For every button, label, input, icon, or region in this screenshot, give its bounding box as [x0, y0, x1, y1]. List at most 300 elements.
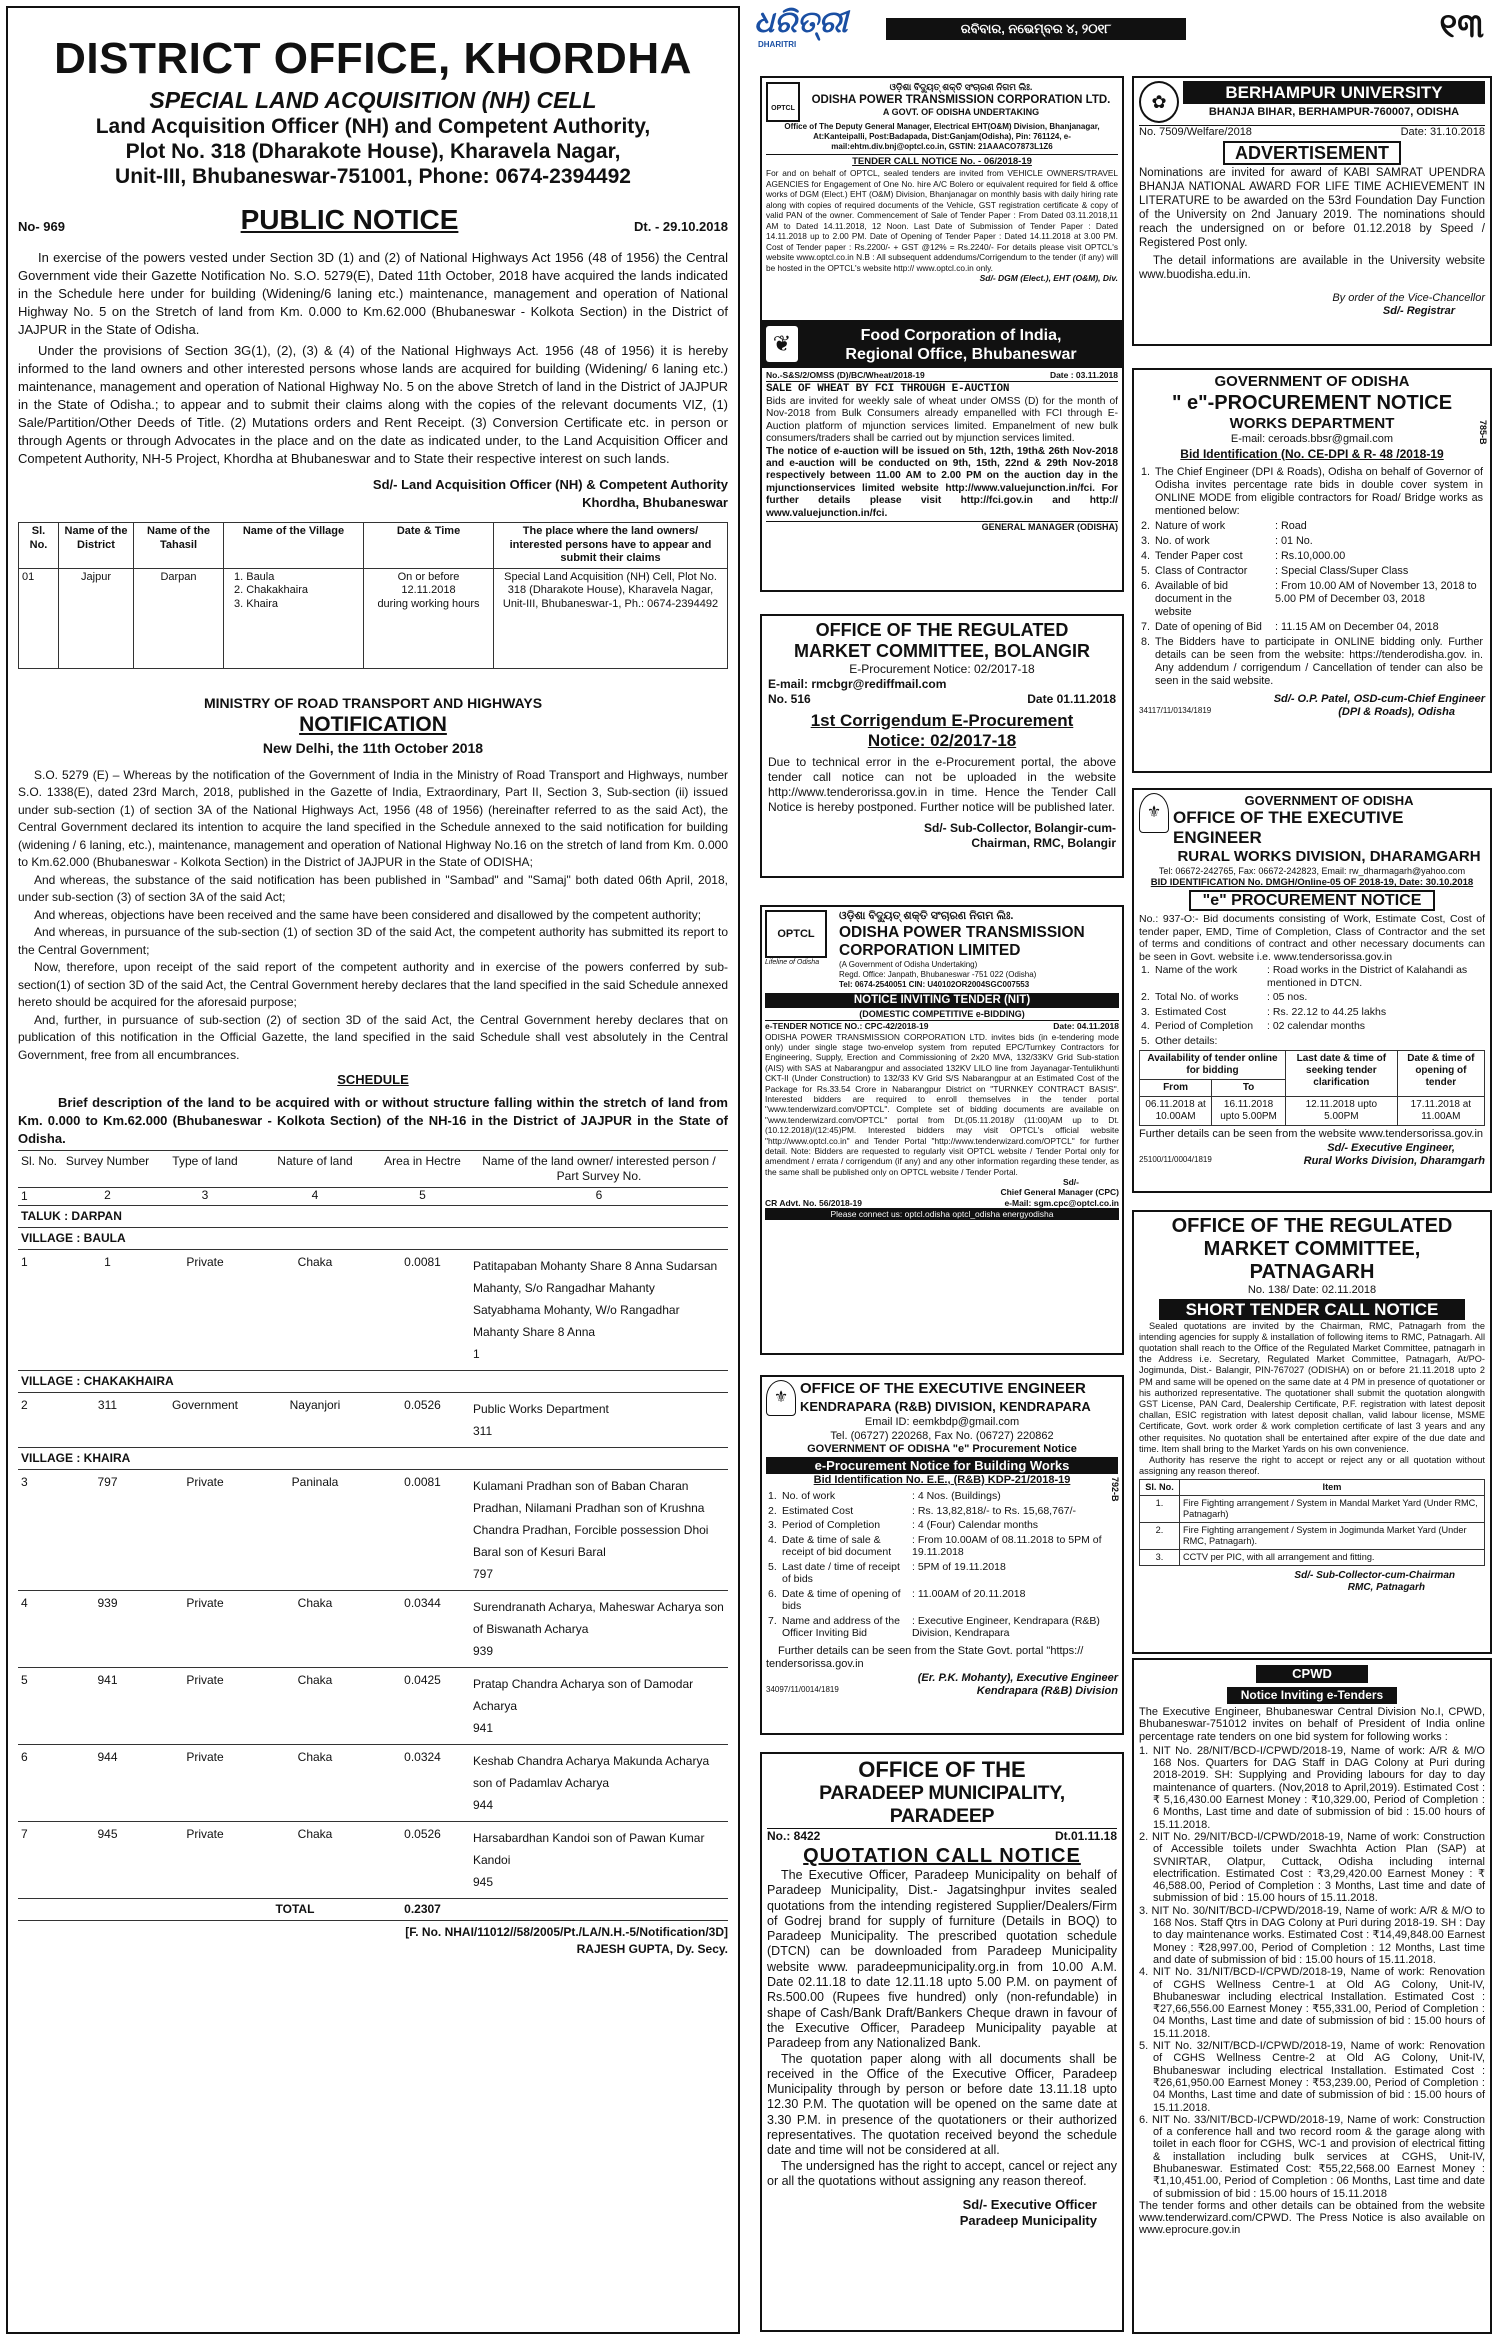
optcl2-name-2: CORPORATION LIMITED [839, 941, 1021, 959]
fci-body-2: The notice of e-auction will be issued on 5th, 12th, 19th& 26th Nov-2018 and e-auction will be conducted on 9th, 15th, 22nd & 29th Nov-2018 respectively between 11.00 AM to 2.00 PM on the auction day in the mjunctionservices limited website http://www.valuejunction.in/fci. For further details please visit http://fci.gov.in and http:// www.valuejunction.in/fci. [766, 445, 1118, 519]
patnagarh-body: Sealed quotations are invited by the Chairman, RMC, Patnagarh from the intending agencies for supply & installation of following items to RMC, Patnagarh. All quotation shall reach to the Office of the Regulated Market Committee, patnagarh in the Address i.e. Secretary, Regulated Market Committee, Patnagarh, At/PO- Jogimunda, Dist.- Balangir, PIN-767027 (ODISHA) on or before 21.11.2018 upto 2 PM and same will be opened on the same date at 4 PM in presence of quotationer or his authorized representative. The quotationer shall submit the quotation alongwith GST License, PAN Card, Dealership Certificate, P.F. registration with latest deposit challan, ESIC registration with latest deposit challan, valid labour license, MSME Certificate, Govt. work order & work completion certificate of last 3 years and any other requisites. No quotation shall be entertained after expire of the due date and time. Item shall bring to the Market Yards on his own convenience. [1139, 1320, 1485, 1454]
row-type: Private [186, 1673, 224, 1687]
works-dept-notice [1132, 368, 1492, 773]
cpwd-intro: The Executive Engineer, Bhubaneswar Central Division No.I, CPWD, Bhubaneswar-751012 invites on behalf of President of India online percentage rate tenders on one bid system for following works : [1139, 1706, 1485, 1743]
kendrapara-tel: Tel. (06727) 220268, Fax No. (06727) 220862 [830, 1429, 1054, 1442]
bolangir-heading-2: Notice: 02/2017-18 [867, 731, 1017, 750]
row-part: 944 [473, 1798, 494, 1812]
row-type: Private [186, 1827, 224, 1841]
dharamgarh-body: No.: 937-O:- Bid documents consisting of Work, Estimate Cost, Cost of tender paper, EMD, Time of Completion, Class of Contractor and the set of terms and conditions of contract and other necessary documents can be seen in Govt. website i.e. www.tendersorissa.gov.in [1139, 913, 1485, 963]
khordha-signature-1: Sd/- Land Acquisition Officer (NH) & Competent Authority [372, 477, 728, 492]
item-value: : Rs. 13,82,818/- to Rs. 15,68,767/- [912, 1504, 1077, 1517]
fci-title-block [804, 326, 1118, 364]
berhampur-name: BERHAMPUR UNIVERSITY [1183, 81, 1485, 104]
kendrapara-item [766, 1489, 1118, 1504]
optcl2-social: Please connect us: optcl.odisha optcl_odisha energyodisha [765, 1208, 1119, 1220]
hearing-sl: 01 [19, 568, 59, 668]
item-num: 2. [1140, 1523, 1180, 1550]
file-number: [F. No. NHAI/11012//58/2005/Pt./LA/N.H.-5/Notification/3D] [405, 1925, 728, 1939]
row-nature: Paninala [291, 1475, 339, 1489]
khordha-public-notice: PUBLIC NOTICE [240, 204, 459, 235]
hearing-col-date: Date & Time [364, 523, 494, 569]
optcl2-email: e-Mail: sgm.cpc@optcl.co.in [1004, 1197, 1119, 1208]
item-value: : 5PM of 19.11.2018 [912, 1560, 1006, 1573]
item-key: Estimated Cost [1155, 1005, 1227, 1018]
berhampur-signature-2: Sd/- Registrar [1382, 305, 1455, 317]
khordha-address-3: Unit-III, Bhubaneswar-751001, Phone: 0674-2394492 [115, 165, 631, 188]
works-signature-1: Sd/- O.P. Patel, OSD-cum-Chief Engineer [1273, 692, 1485, 705]
col-num: 4 [311, 1188, 319, 1202]
paradeep-heading: QUOTATION CALL NOTICE [803, 1845, 1081, 1867]
dharamgarh-items [1139, 963, 1485, 1048]
odisha-emblem-icon: ⚜ [766, 1380, 796, 1416]
fci-body: Bids are invited for weekly sale of wheat under OMSS (D) for the month of Nov-2018 from Bulk Consumers already empanelled with FCI through E-Auction platform of mjunction services limited. Empanelment of new bulk consumers/traders shall be carried out by mjunction services limited. [766, 396, 1118, 445]
newspaper-logo-sub: DHARITRI [758, 40, 797, 49]
item-num: 8. [1141, 635, 1151, 648]
hearing-table-row [19, 568, 728, 668]
schedule-header [18, 1151, 728, 1188]
khordha-ref-no: No- 969 [18, 219, 65, 234]
berhampur-signature-1: By order of the Vice-Chancellor [1332, 291, 1485, 304]
optcl1-odia-name: ଓଡ଼ିଶା ବିଦ୍ୟୁତ୍ ଶକ୍ତି ସଂଚାରଣ ନିଗମ ଲିଃ. [889, 82, 1033, 92]
paradeep-body-3: The undersigned has the right to accept, cancel or reject any or all the quotations without assigning any reason thereof. [767, 2158, 1117, 2188]
item-key: Available of bid document in the website [1155, 579, 1232, 618]
khordha-date: Dt. - 29.10.2018 [634, 219, 728, 234]
fci-notice [760, 320, 1124, 592]
schedule-row [18, 1822, 728, 1899]
works-item [1139, 549, 1485, 564]
hearing-district: Jajpur [59, 568, 134, 668]
optcl2-no: e-TENDER NOTICE NO.: CPC-42/2018-19 [765, 1020, 929, 1031]
row-owner: Kulamani Pradhan son of Baban Charan Pradhan, Nilamani Pradhan son of Krushna Chandra Pradhan, Forcible possession Dhoi Baral son of Kesuri Baral [473, 1479, 709, 1559]
dharamgarh-header [1139, 793, 1485, 866]
paradeep-body-2: The quotation paper along with all documents shall be received in the Office of the Executive Officer, Paradeep Municipality through by person or before date 13.11.18 upto 12.30 P.M. The quotation will be opened on the same date at 3.30 P.M. in presence of the quotationers or their authorized representatives. The quotation received beyond the schedule date and time will not be considered at all. [767, 2051, 1117, 2158]
item-num: 5. [1141, 1034, 1150, 1047]
item-value: : 11.00AM of 20.11.2018 [912, 1587, 1026, 1600]
cpwd-item: 3. NIT No. 30/NIT/BCD-I/CPWD/2018-19, Name of work: A/R & M/O to 168 Nos. Staff Qtrs in DAG Colony at Puri during 2018-19. SH : Day to day maintenance works. Estimated Cost : ₹14,49,848.00 Earnest Money : ₹28,997.00, Period of Completion : 12 Months, Last time and date of submission of bid : 15.00 hours of 15.11.2018. [1139, 1904, 1485, 1966]
paradeep-title-2: PARADEEP MUNICIPALITY, PARADEEP [819, 1782, 1065, 1827]
item-key: No. of work [1155, 534, 1210, 547]
row-area: 0.0425 [404, 1673, 441, 1687]
col-num: 6 [595, 1188, 603, 1202]
kendrapara-header [766, 1380, 1118, 1416]
khordha-signature-2: Khordha, Bhubaneswar [582, 495, 728, 510]
total-area: 0.2307 [404, 1902, 441, 1916]
fci-header [762, 322, 1122, 368]
dharamgarh-item [1139, 990, 1485, 1005]
bolangir-body: Due to technical error in the e-Procurement portal, the above tender call notice can not be uploaded in the website http://www.tenderorissa.gov.in in time. Hence the Tender Call Notice is hereby postponed. Further notice will be published later. [768, 755, 1116, 814]
patnagarh-items-table [1139, 1479, 1485, 1566]
item-key: Name and address of the Officer Inviting Bid [782, 1614, 900, 1639]
berhampur-heading-wrap [1139, 142, 1485, 164]
optcl1-body: For and on behalf of OPTCL, sealed tenders are invited from VEHICLE OWNERS/TRAVEL AGENCIES for Engagement of One No. hire A/C Bolero or equivalent required for field & office works of DGM (Elect.) EHT (O&M) Division, Bhanjanagar on monthly basis with daily hiring rate along with copies of required documents of the Vehicle, GST registration certificate & copy of valid PAN of the owner. Commencement of Sale of Tender Paper : From Dated 03.11.2018,11 AM to Dated 14.11.2018, 12 Noon. Last Date of Submission of Tender Paper : Dated 14.11.2018 up to 2.00 PM. Date of Opening of Tender Paper : Dated 14.11.2018 at 3.00 PM. Cost of Tender paper : Rs.2200/- + GST @12% = Rs.2240/- For details please visit OPTCL's website www.optcl.co.in N.B : All subsequent addendums/Corrigendum to the tender (if any) will be hosted in the OPTCL's website http:// www.optcl.co.in only. [766, 168, 1118, 273]
cpwd-item: 2. NIT No. 29/NIT/BCD-I/CPWD/2018-19, Name of work: Construction of Accessible toilets under Swachhta Action Plan (SAP) at SVNIRTAR, Olatpur, Cuttack, Odisha including internal electrification. Estimated Cost : ₹3,29,420.00 Earnest Money : ₹ 46,588.00, Period of Completion : 3 Months, Last time and date of submission of bid : 15.00 hours of 15.11.2018. [1139, 1830, 1485, 1905]
row-area: 0.0081 [404, 1255, 441, 1269]
dharamgarh-notice [1132, 788, 1492, 1193]
item-value: : Rs.10,000.00 [1275, 549, 1346, 562]
row-sl: 5 [21, 1673, 28, 1687]
paradeep-ref-line [767, 1828, 1117, 1844]
khordha-notice [6, 6, 740, 2334]
schedule-heading: SCHEDULE [337, 1072, 409, 1087]
row-part: 1 [473, 1347, 480, 1361]
total-label: TOTAL [275, 1902, 315, 1916]
optcl-vehicle-tender [760, 76, 1124, 346]
row-sl: 3 [21, 1475, 28, 1489]
works-bid: Bid Identification (No. CE-DPI & R- 48 /2018-19 [1180, 446, 1444, 461]
optcl2-undertaking: (A Government of Odisha Undertaking) [839, 959, 978, 969]
kendrapara-bid: Bid Identification No. E.E., (R&B) KDP-21/2018-19 [813, 1473, 1071, 1486]
hearing-place: Special Land Acquisition (NH) Cell, Plot No. 318 (Dharakote House), Kharavela Nagar, Unit-III, Bhubaneswar-1, Ph.: 0674-2394492 [494, 568, 728, 668]
fci-name-1: Food Corporation of India, [860, 327, 1062, 344]
fci-name-2: Regional Office, Bhubaneswar [845, 346, 1077, 363]
row-owner: Public Works Department [473, 1402, 609, 1416]
khordha-subtitle: SPECIAL LAND ACQUISITION (NH) CELL [149, 87, 597, 113]
works-item [1139, 579, 1485, 620]
row-owner-cell [470, 1393, 728, 1448]
cpwd-item: 5. NIT No. 32/NIT/BCD-I/CPWD/2018-19, Name of work: Renovation of CGHS Wellness Centre-2 at Old AG Colony, Unit-IV, Bhubaneswar including electrical Installation. Estimated Cost : ₹26,61,950.00 Earnest Money : ₹53,239.00, Period of Completion : 04 Months, Last time and date of submission of bid : 15.00 hours of 15.11.2018. [1139, 2040, 1485, 2114]
row-area: 0.0324 [404, 1750, 441, 1764]
kendrapara-title-block [800, 1380, 1118, 1416]
dharamgarh-item [1139, 1034, 1485, 1049]
kendrapara-bar: e-Procurement Notice for Building Works [766, 1457, 1118, 1474]
item-num: 5. [1141, 564, 1151, 577]
item-key: Last date / time of receipt of bids [782, 1560, 900, 1585]
patnagarh-signature-1: Sd/- Sub-Collector-cum-Chairman [1294, 1570, 1455, 1582]
optcl2-ref-line [765, 1021, 1119, 1032]
row-type: Private [186, 1750, 224, 1764]
dharamgarh-dates-table [1139, 1050, 1485, 1126]
bolangir-title-2: MARKET COMMITTEE, BOLANGIR [794, 641, 1090, 661]
berhampur-header [1139, 81, 1485, 126]
bolangir-email: E-mail: rmcbgr@rediffmail.com [768, 677, 947, 691]
schedule-row [18, 1668, 728, 1745]
page-number: ୧୩ [1439, 7, 1484, 45]
dharamgarh-item [1139, 1005, 1485, 1020]
cpwd-item: 4. NIT No. 31/NIT/BCD-I/CPWD/2018-19, Name of work: Renovation of CGHS Wellness Centre-1 at Old AG Colony, Unit-IV, Bhubaneswar including electrical Installation. Estimated Cost : ₹27,66,556.00 Earnest Money : ₹55,331.00, Period of Completion : 04 Months, Last time and date of submission of bid : 15.00 hours of 15.11.2018. [1139, 1966, 1485, 2040]
hearing-table-header [19, 523, 728, 569]
optcl2-name-1: ODISHA POWER TRANSMISSION [839, 923, 1085, 941]
row-owner-cell [470, 1745, 728, 1822]
item-num: 3. [1140, 1550, 1180, 1566]
village-row [18, 1228, 728, 1250]
works-items [1139, 465, 1485, 689]
paradeep-body: The Executive Officer, Paradeep Municipality on behalf of Paradeep Municipality, Dist.- Jagatsinghpur invites sealed quotations from the intending registered Supplier/Dealers/Firm of Godrej brand for supply of furniture (Details in BOQ) to Paradeep Municipality. The prescribed quotation schedule (DTCN) can be downloaded from Paradeep Municipality website www. paradeepmunicipality.org.in from 10.00 A.M. Date 02.11.18 to date 12.11.18 upto 5.00 P.M. on payment of Rs.500.00 (Rupees five hundred) only (non-refundable) in shape of Cash/Bank Draft/Bankers Cheque drawn in favour of the Executive Officer, Paradeep Municipality payable at Paradeep from any Nationalized Bank. [767, 1868, 1117, 2051]
hearing-tahasil: Darpan [134, 568, 224, 668]
berhampur-ref-line [1139, 126, 1485, 140]
optcl1-title-block [804, 82, 1118, 122]
kendrapara-side-code: 792-B [1110, 1477, 1120, 1502]
items-row [1140, 1550, 1485, 1566]
odisha-emblem-icon: ⚜ [1139, 793, 1169, 833]
bolangir-signature-2: Chairman, RMC, Bolangir [971, 836, 1116, 850]
berhampur-date: Date: 31.10.2018 [1400, 126, 1485, 138]
dates-col-availability: Availability of tender online for bidding [1140, 1051, 1286, 1080]
bolangir-date: Date 01.11.2018 [1027, 692, 1116, 706]
dates-opening: 17.11.2018 at 11.00AM [1397, 1097, 1484, 1126]
item-key: The Bidders have to participate in ONLINE bidding only. Further details can be seen from the website: https://tenderodisha.gov. in. Any addendum / corrigendum / Cancellation of tender can also be seen in the said website. [1155, 635, 1483, 687]
optcl1-undertaking: A GOVT. OF ODISHA UNDERTAKING [882, 107, 1040, 117]
berhampur-body-2: The detail informations are available in the University website www.buodisha.edu.in. [1139, 254, 1485, 281]
dharamgarh-sign-line [1139, 1155, 1485, 1169]
col-num: 2 [104, 1188, 111, 1202]
row-survey: 945 [97, 1827, 118, 1841]
schedule-col-survey: Survey Number [65, 1154, 150, 1168]
paradeep-no: No.: 8422 [767, 1829, 821, 1843]
row-sl: 1 [21, 1255, 28, 1269]
item-num: 3. [1141, 1005, 1150, 1018]
row-type: Private [186, 1596, 224, 1610]
row-survey: 944 [97, 1750, 118, 1764]
item-key: Period of Completion [1155, 1020, 1254, 1032]
kendrapara-ref: 34097/11/0014/1819 [766, 1685, 839, 1694]
schedule-row [18, 1591, 728, 1668]
dharamgarh-footer: Further details can be seen from the website www.tendersorissa.gov.in [1139, 1128, 1484, 1140]
row-sl: 7 [21, 1827, 28, 1841]
row-nature: Chaka [297, 1673, 333, 1687]
fci-signature: GENERAL MANAGER (ODISHA) [766, 521, 1118, 533]
row-owner-cell [470, 1668, 728, 1745]
item-num: 4. [1141, 1020, 1150, 1032]
khordha-paragraph-2: Under the provisions of Section 3G(1), (2), (3) & (4) of the National Highways Act. 1956 (48 of 1956) it is hereby informed to the land owners and other interested persons whose lands are acquired for building (Widening/ 6 laning etc.) maintenance, management and operation of National Highway No. 5 on the above Stretch of land in the District of JAJPUR in the State of Odisha.; to appear and to submit their claims along with the copies of the relevant documents VIZ, (1) Sale/Partition/Other Deeds of Title. (2) Mutations orders and Rent Receipt. (3) Conversion Certificate etc. in person or through Agents or through Advocates in the place and on the date as indicated under, to the Land Acquisition Officer and Competent Authority, NH-5 Project, Khordha at Bhubaneswar and to State their respective interest on such lands. [18, 343, 728, 466]
berhampur-title-block [1183, 81, 1485, 123]
row-nature: Chaka [297, 1596, 333, 1610]
optcl1-name: ODISHA POWER TRANSMISSION CORPORATION LTD. [811, 94, 1111, 106]
row-area: 0.0526 [404, 1398, 441, 1412]
dates-col-clarification: Last date & time of seeking tender clarification [1285, 1051, 1397, 1097]
row-owner: Surendranath Acharya, Maheswar Acharya son of Biswanath Acharya [473, 1600, 724, 1636]
total-row [18, 1899, 728, 1921]
row-type: Private [186, 1255, 224, 1269]
notification-paragraph-6: And, further, in pursuance of sub-section (2) of section 3D of the said Act, the Central Government hereby declares that on publication of this notification in the Official Gazette, the land specified in the said Schedule shall vest absolutely in the Central Government, free from all encumbrances. [18, 1012, 728, 1062]
row-part: 797 [473, 1567, 494, 1581]
kendrapara-item [766, 1614, 1118, 1641]
works-email: E-mail: ceroads.bbsr@gmail.com [1230, 433, 1394, 445]
item-key: Date & time of sale & receipt of bid document [782, 1533, 892, 1558]
optcl2-logo-sub: Lifeline of Odisha [765, 959, 820, 966]
dates-col-to: To [1212, 1080, 1286, 1097]
paradeep-signature-1: Sd/- Executive Officer [962, 2197, 1097, 2213]
row-survey: 797 [97, 1475, 118, 1489]
fci-ref-line [766, 370, 1118, 382]
works-sign-line [1139, 706, 1485, 720]
works-signature-2: (DPI & Roads), Odisha [1338, 706, 1455, 718]
optcl2-footer-line [765, 1198, 1119, 1209]
optcl2-tel: Tel: 0674-2540051 CIN: U40102OR2004SGC007553 [839, 979, 1030, 989]
kendrapara-item [766, 1504, 1118, 1519]
items-header [1140, 1480, 1485, 1496]
hearing-col-place: The place where the land owners/ interested persons have to appear and submit their claims [494, 523, 728, 569]
dates-header [1140, 1051, 1485, 1080]
berhampur-notice [1132, 76, 1492, 346]
patnagarh-title-2: MARKET COMMITTEE, PATNAGARH [1203, 1238, 1421, 1283]
row-area: 0.0081 [404, 1475, 441, 1489]
berhampur-body: Nominations are invited for award of KABI SAMRAT UPENDRA BHANJA NATIONAL AWARD FOR LIFE TIME ACHIEVEMENT IN LITERATURE to be awarded on the 53rd Foundation Day Function of the University on 2nd January 2019. The nominations should reach the undersigned on or before 01.12.2018 by Speed / Registered Post only. [1139, 166, 1485, 249]
optcl2-office: Regd. Office: Janpath, Bhubaneswar -751 022 (Odisha) [839, 969, 1037, 979]
optcl2-heading: NOTICE INVITING TENDER (NIT) [765, 993, 1119, 1008]
notification-paragraph-1: S.O. 5279 (E) – Whereas by the notification of the Government of India in the Ministry of Road Transport and Highways, number S.O. 1338(E), dated 23rd March, 2018, published in the Gazette of India, Extraordinary, Part II, Section 3, Sub-section (ii) issued under sub-section (1) of section 3A of the National Highways Act, 1956 (48 of 1956) (hereinafter referred to as the said Act), the Central Government declared its intention to acquire the land specified in the Schedule annexed to the said notification for building (widening / 6 laning, etc.), maintenance, management and operation of National Highway No.16 on the stretch of land from Km. 0.000 to Km.62.000 (Bhubaneswar - Kolkota Section) in the District of JAJPUR in the State of ODISHA; [18, 767, 728, 869]
item-num: 1. [1140, 1496, 1180, 1523]
cpwd-heading-wrap [1139, 1686, 1485, 1704]
item-key: Nature of work [1155, 519, 1226, 532]
item-num: 2. [768, 1504, 777, 1517]
item-value: : Rs. 22.12 to 44.25 lakhs [1267, 1005, 1387, 1018]
dharamgarh-title-block [1173, 793, 1485, 866]
row-nature: Chaka [297, 1827, 333, 1841]
dharamgarh-heading-wrap [1139, 891, 1485, 911]
ministry-heading: MINISTRY OF ROAD TRANSPORT AND HIGHWAYS [203, 694, 543, 711]
item-num: 3. [1141, 534, 1151, 547]
row-nature: Chaka [297, 1255, 333, 1269]
item-num: 1. [1141, 465, 1151, 478]
works-item [1139, 465, 1485, 519]
khordha-paragraph-1: In exercise of the powers vested under Section 3D (1) and (2) of National Highways Act 1956 (48 of 1956) the Central Government vide their Gazette Notification No. S.O. 5279(E), Dated 11th October, 2018 have acquired the lands indicated in the Schedule here under for building (Widening/6 laning etc.) maintenance, management and operation of National Highway No. 5 on the Stretch of land from Km. 0.000 to Km.62.000 (Bhubaneswar - Kolkota Section) in the District of JAJPUR in the State of Odisha. [18, 250, 728, 337]
dharamgarh-ref: 25100/11/0004/1819 [1139, 1155, 1212, 1164]
works-item [1139, 635, 1485, 689]
optcl1-tender-no: TENDER CALL NOTICE No. - 06/2018-19 [852, 156, 1032, 167]
cpwd-heading: Notice Inviting e-Tenders [1227, 1687, 1397, 1704]
patnagarh-body-2: Authority has reserve the right to accept or reject any or all quotation without assigning any reason thereof. [1139, 1454, 1485, 1477]
taluk-label: TALUK : DARPAN [21, 1209, 122, 1223]
cpwd-item: 6. NIT No. 33/NIT/BCD-I/CPWD/2018-19, Name of work: Construction of a conference hall and two record room & the garage along with toilet in each floor for CGHS, WC-1 and provision of electrical fitting & installation including bulk services at CGHS, Unit-IV, Bhubaneswar. Estimated Cost: ₹55,22,568.00 Earnest Money : ₹1,10,451.00, Period of Completion : 06 Months, Last time and date of submission of bid : 15.00 hours of 15.11.2018 [1139, 2113, 1485, 2200]
item-key: No. of work [782, 1490, 836, 1502]
row-owner: Keshab Chandra Acharya Makunda Acharya son of Padamlav Acharya [473, 1754, 710, 1790]
works-item [1139, 519, 1485, 534]
optcl2-advt: CR Advt. No. 56/2018-19 [765, 1197, 862, 1208]
dharamgarh-signature-1: Sd/- Executive Engineer, [1327, 1141, 1455, 1154]
optcl2-sign-line [765, 1187, 1119, 1198]
masthead [752, 6, 1492, 68]
kendrapara-title-2: KENDRAPARA (R&B) DIVISION, KENDRAPARA [800, 1399, 1091, 1414]
wheat-icon: ❦ [766, 326, 798, 362]
bolangir-ref: E-Procurement Notice: 02/2017-18 [849, 662, 1035, 676]
item-num: 7. [768, 1614, 777, 1627]
cpwd-name-wrap [1139, 1665, 1485, 1683]
item-value [1265, 1034, 1485, 1049]
item-value: : 11.15 AM on December 04, 2018 [1275, 620, 1439, 633]
cpwd-name: CPWD [1256, 1665, 1368, 1683]
row-nature: Chaka [297, 1750, 333, 1764]
masthead-date: ରବିବାର, ନଭେମ୍ବର ୪, ୨୦୧୮ [886, 18, 1186, 40]
works-dept: WORKS DEPARTMENT [1229, 415, 1395, 432]
hearing-table [18, 522, 728, 669]
item-key: Other details: [1155, 1034, 1218, 1047]
item-num: 2. [1141, 991, 1150, 1003]
schedule-table [18, 1150, 728, 1921]
cpwd-item: 1. NIT No. 28/NIT/BCD-I/CPWD/2018-19, Name of work: A/R & M/O 168 Nos. Quarters for DAG Staff in DAG Colony at Puri during 2018-2019. SH: Supplying and Providing labours for day to day maintenance of quarters. (Nov,2018 to April,2019). Estimated Cost : ₹ 5,16,430.00 Earnest Money : ₹10,329.00, Period of Completion : 6 Months, Last time and date of submission of bid : 15.00 hours of 15.11.2018. [1139, 1744, 1485, 1831]
works-ref: 34117/11/0134/1819 [1139, 706, 1212, 715]
optcl2-logo-text: OPTCL [765, 910, 827, 958]
item-value: : Special Class/Super Class [1275, 564, 1409, 577]
item-num: 5. [768, 1560, 777, 1573]
item-key: Period of Completion [782, 1519, 881, 1531]
fci-date: Date : 03.11.2018 [1049, 370, 1118, 380]
hearing-villages: 1. Baula 2. Chakakhaira 3. Khaira [224, 568, 364, 668]
works-heading: " e"-PROCUREMENT NOTICE [1171, 392, 1453, 414]
patnagarh-heading: SHORT TENDER CALL NOTICE [1159, 1299, 1465, 1320]
col-num: 5 [419, 1188, 426, 1202]
col-num: 3 [201, 1188, 209, 1202]
paradeep-notice [760, 1752, 1124, 2332]
row-owner: Patitapaban Mohanty Share 8 Anna Sudarsan Mahanty, S/o Rangadhar Mahanty Satyabhama Mohanty, W/o Rangadhar Mahanty Share 8 Anna [473, 1259, 718, 1339]
item-num: 2. [1141, 519, 1151, 532]
patnagarh-title-1: OFFICE OF THE REGULATED [1171, 1215, 1453, 1237]
notification-signature: RAJESH GUPTA, Dy. Secy. [576, 1942, 728, 1956]
item-value: : Road [1275, 519, 1307, 532]
dates-col-from: From [1140, 1080, 1212, 1097]
kendrapara-footer: Further details can be seen from the State Govt. portal "https:// tendersorissa.gov.in [766, 1644, 1084, 1670]
patnagarh-signature-2: RMC, Patnagarh [1347, 1582, 1425, 1594]
university-crest-icon: ✿ [1139, 81, 1179, 123]
row-sl: 6 [21, 1750, 28, 1764]
row-sl: 2 [21, 1398, 28, 1412]
optcl2-title-block [839, 910, 1119, 990]
hearing-col-sl: Sl. No. [19, 523, 59, 569]
khordha-title: DISTRICT OFFICE, KHORDHA [54, 34, 692, 83]
item-value: : 05 nos. [1267, 991, 1308, 1003]
notification-heading: NOTIFICATION [299, 712, 447, 736]
item-value: : Road works in the District of Kalahandi as mentioned in DTCN. [1267, 964, 1468, 989]
item-num: 1. [768, 1490, 777, 1502]
row-survey: 941 [97, 1673, 118, 1687]
village-row [18, 1448, 728, 1470]
row-owner-cell [470, 1250, 728, 1371]
fci-heading: SALE OF WHEAT BY FCI THROUGH E-AUCTION [766, 383, 1010, 395]
khordha-address-2: Plot No. 318 (Dharakote House), Kharavela Nagar, [125, 140, 621, 163]
dates-clarification: 12.11.2018 upto 5.00PM [1285, 1097, 1397, 1126]
works-item [1139, 620, 1485, 635]
kendrapara-item [766, 1560, 1118, 1587]
notification-date: New Delhi, the 11th October 2018 [262, 739, 484, 756]
kendrapara-signature-1: (Er. P.K. Mohanty), Executive Engineer [917, 1671, 1118, 1684]
berhampur-address: BHANJA BIHAR, BERHAMPUR-760007, ODISHA [1208, 106, 1460, 118]
schedule-col-sl: Sl. No. [21, 1154, 58, 1168]
dharamgarh-title-2: RURAL WORKS DIVISION, DHARAMGARH [1177, 848, 1481, 865]
dates-from: 06.11.2018 at 10.00AM [1140, 1097, 1212, 1126]
notification-paragraph-4: And whereas, in pursuance of the sub-section (1) of section 3D of the said Act, the competent authority has submitted its report to the Central Government; [18, 925, 728, 957]
item-key: Tender Paper cost [1155, 549, 1243, 562]
cpwd-footer: The tender forms and other details can be obtained from the website www.tenderwizard.com/CPWD. The Press Notice is also available on www.eprocure.gov.in [1139, 2199, 1485, 2237]
optcl-nit-notice [760, 905, 1124, 1355]
taluk-row [18, 1206, 728, 1228]
row-area: 0.0344 [404, 1596, 441, 1610]
item-value: : 02 calendar months [1267, 1020, 1366, 1032]
schedule-col-area: Area in Hectre [384, 1154, 461, 1168]
item-value: : Executive Engineer, Kendrapara (R&B) Division, Kendrapara [912, 1614, 1100, 1639]
kendrapara-items [766, 1489, 1118, 1641]
newspaper-logo: ଧରିତ୍ରୀ [754, 6, 848, 39]
items-col-sl: Sl. No. [1140, 1480, 1180, 1496]
row-part: 945 [473, 1875, 494, 1889]
works-govt: GOVERNMENT OF ODISHA [1214, 373, 1410, 390]
hearing-col-district: Name of the District [59, 523, 134, 569]
bolangir-ref-line [768, 692, 1116, 707]
optcl2-signature-2: Chief General Manager (CPC) [1000, 1187, 1119, 1198]
row-owner: Harsabardhan Kandoi son of Pawan Kumar Kandoi [473, 1831, 705, 1867]
item-key: Total No. of works [1155, 991, 1239, 1003]
optcl2-odia-name: ଓଡ଼ିଶା ବିଦ୍ୟୁତ୍ ଶକ୍ତି ସଂଚାରଣ ନିଗମ ଲିଃ. [839, 910, 1014, 922]
item-value: : 4 (Four) Calendar months [912, 1519, 1039, 1531]
kendrapara-notice [760, 1375, 1124, 1735]
bolangir-notice [760, 614, 1124, 878]
bolangir-signature-1: Sd/- Sub-Collector, Bolangir-cum- [923, 821, 1116, 835]
schedule-description: Brief description of the land to be acquired with or without structure falling within the stretch of land from Km. 0.000 to Km.62.000 (Bhubaneswar - Kolkota Section) of the NH-16 in the District of JAJPUR in the State of Odisha. [18, 1095, 728, 1146]
optcl1-signature: Sd/- DGM (Elect.), EHT (O&M), Div. [979, 273, 1118, 283]
item-value: : 01 No. [1275, 534, 1313, 547]
item-key: Date & time of opening of bids [782, 1587, 901, 1612]
bolangir-no: No. 516 [768, 692, 811, 706]
village-baula-label: VILLAGE : BAULA [21, 1231, 126, 1245]
